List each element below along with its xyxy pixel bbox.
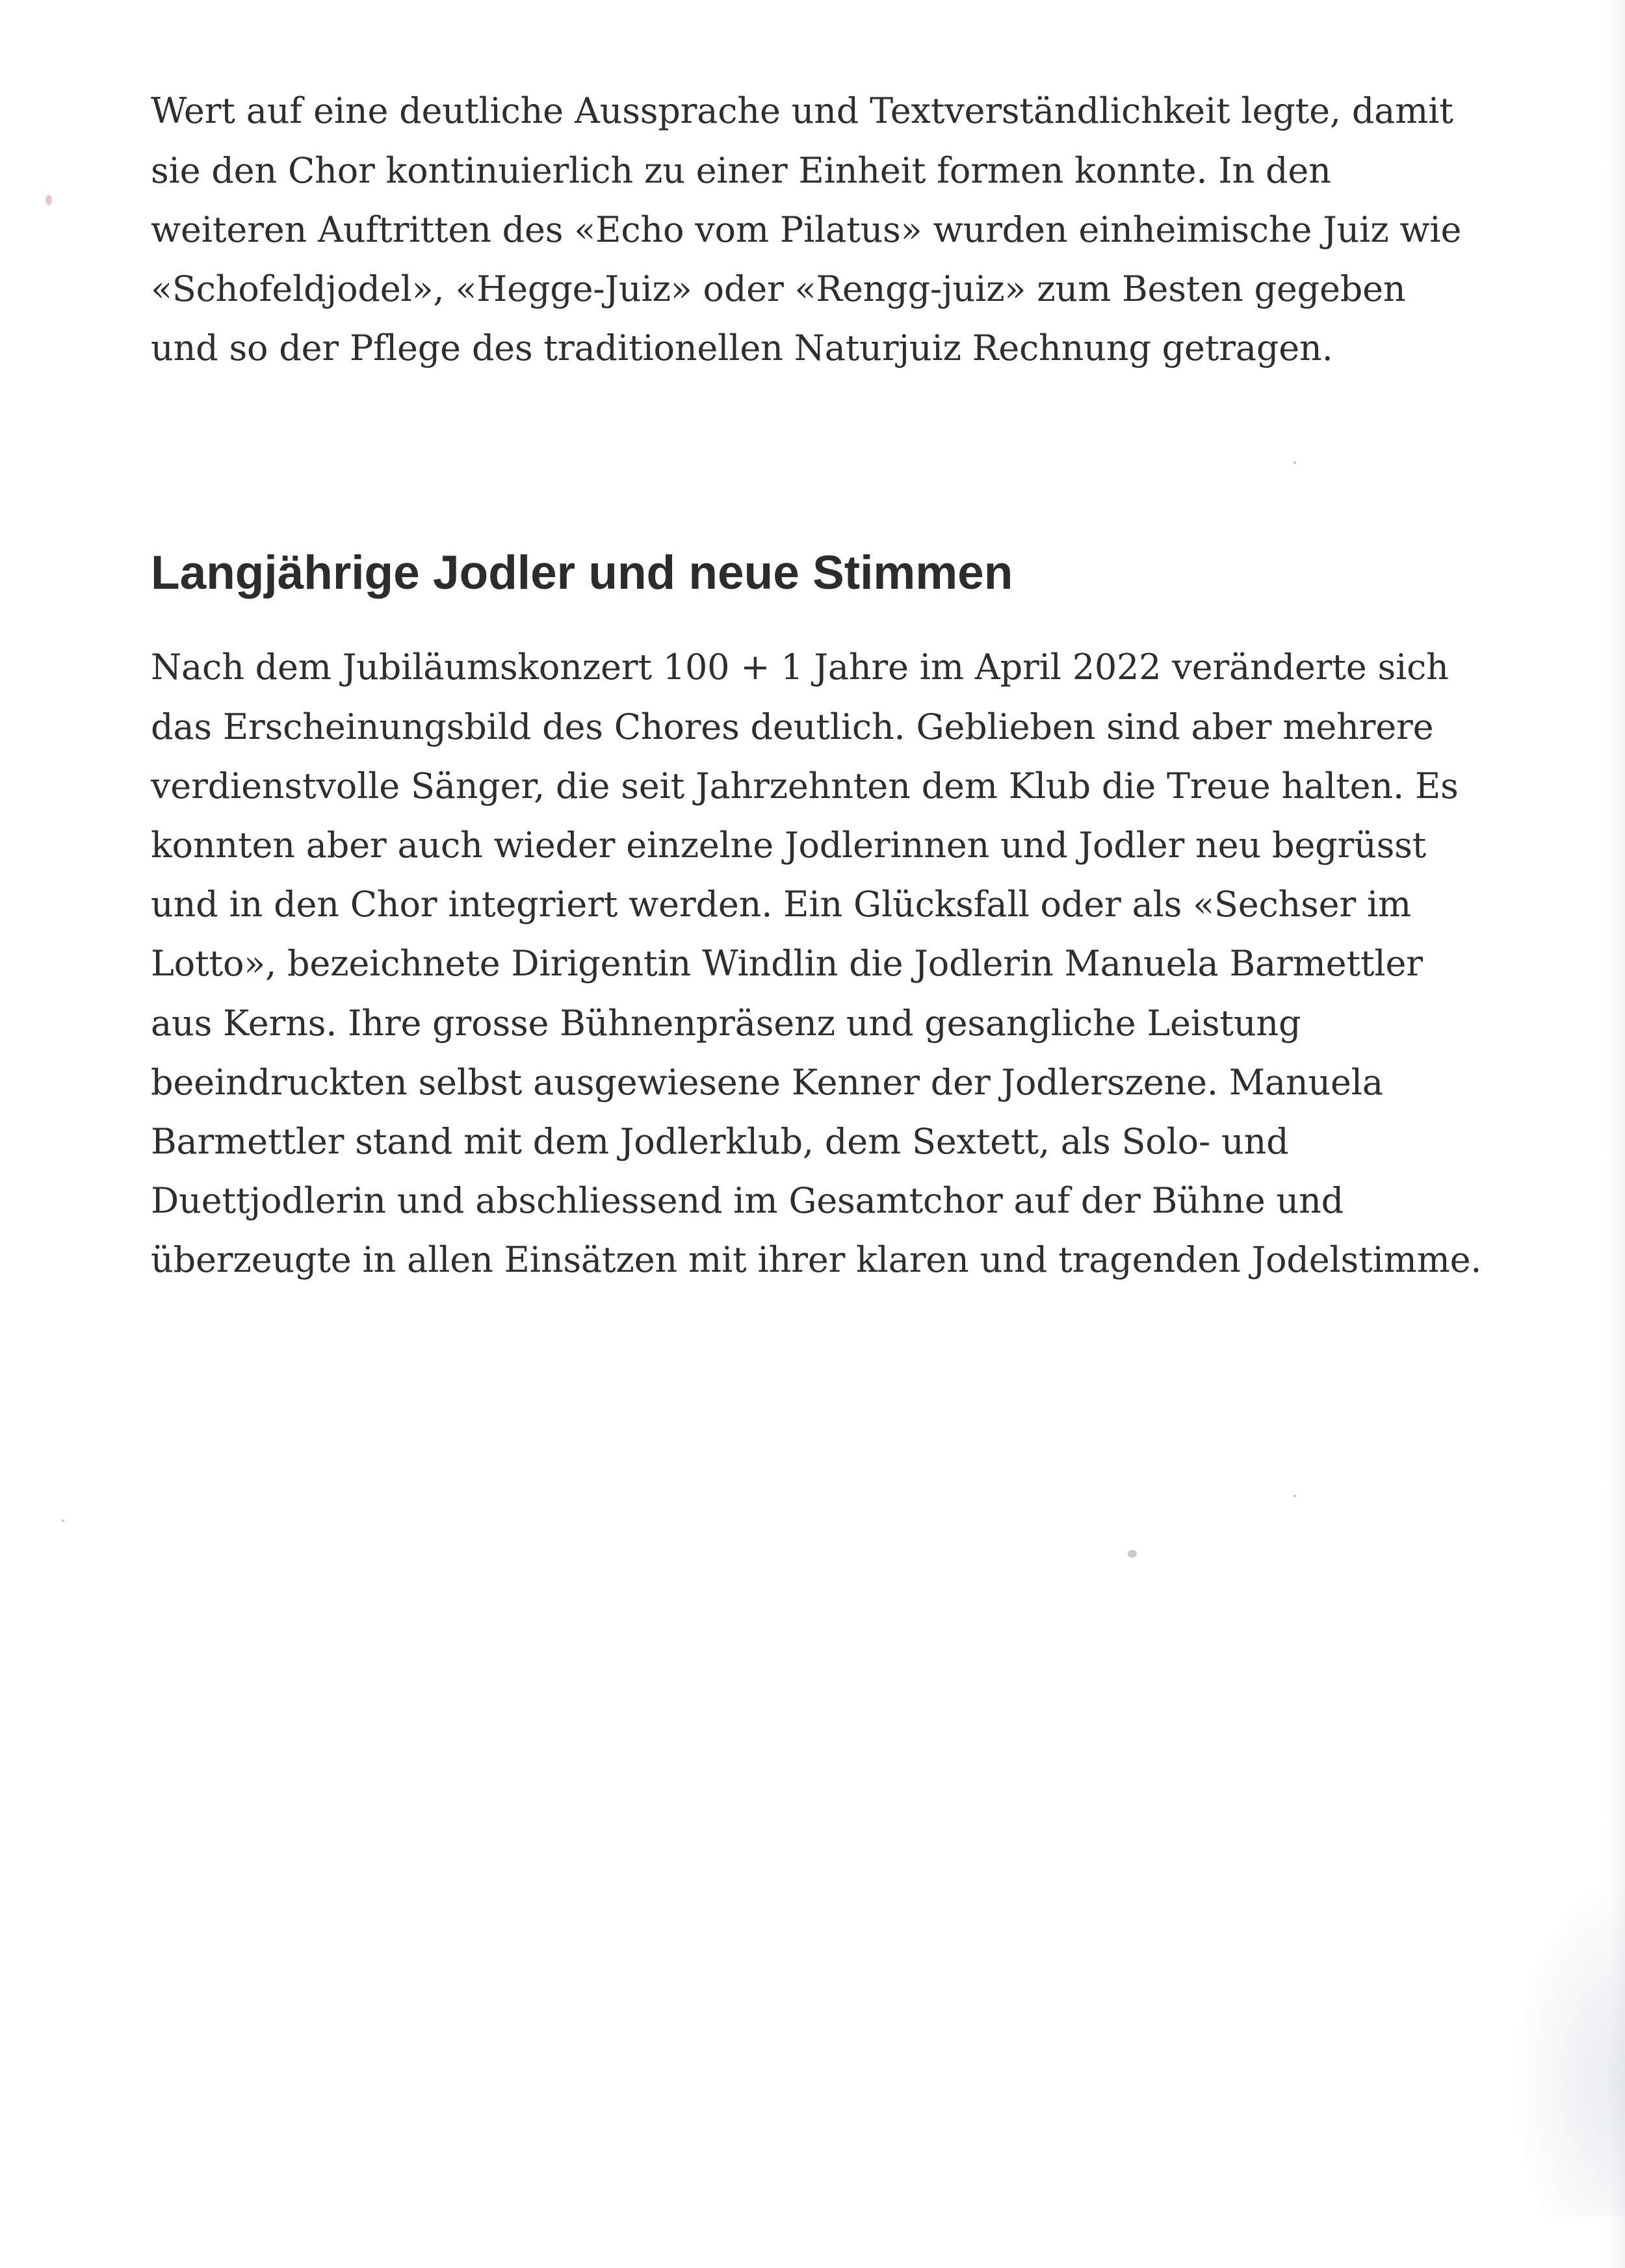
text-line: Lotto», bezeichnete Dirigentin Windlin die Jodlerin Manuela Barmettler bbox=[151, 943, 1423, 984]
scan-speck bbox=[46, 195, 52, 205]
text-line: weiteren Auftritten des «Echo vom Pilatus» wurden einheimische Juiz wie bbox=[151, 209, 1462, 250]
section-heading: Langjährige Jodler und neue Stimmen bbox=[151, 547, 1013, 599]
text-line: überzeugte in allen Einsätzen mit ihrer klaren und tragenden Jodelstimme. bbox=[151, 1239, 1482, 1280]
scan-speck bbox=[1128, 1550, 1137, 1558]
text-line: Wert auf eine deutliche Aussprache und Textverständlichkeit legte, damit bbox=[151, 90, 1453, 131]
text-line: Nach dem Jubiläumskonzert 100 + 1 Jahre im April 2022 veränderte sich bbox=[151, 647, 1449, 688]
text-line: verdienstvolle Sänger, die seit Jahrzehnten dem Klub die Treue halten. Es bbox=[151, 766, 1459, 806]
text-line: aus Kerns. Ihre grosse Bühnenpräsenz und gesangliche Leistung bbox=[151, 1003, 1301, 1044]
text-line: und so der Pflege des traditionellen Naturjuiz Rechnung getragen. bbox=[151, 328, 1333, 368]
scan-speck bbox=[62, 1519, 64, 1522]
text-line: beeindruckten selbst ausgewiesene Kenner der Jodlerszene. Manuela bbox=[151, 1062, 1383, 1103]
text-line: «Schofeldjodel», «Hegge-Juiz» oder «Rengg-juiz» zum Besten gegeben bbox=[151, 268, 1406, 309]
scan-speck bbox=[1294, 1495, 1296, 1497]
text-line: Barmettler stand mit dem Jodlerklub, dem Sextett, als Solo- und bbox=[151, 1121, 1289, 1162]
scan-speck bbox=[1294, 461, 1296, 464]
scan-shadow bbox=[1514, 1878, 1625, 2216]
text-line: konnten aber auch wieder einzelne Jodlerinnen und Jodler neu begrüsst bbox=[151, 825, 1427, 866]
text-line: das Erscheinungsbild des Chores deutlich. Geblieben sind aber mehrere bbox=[151, 706, 1434, 747]
text-line: sie den Chor kontinuierlich zu einer Einheit formen konnte. In den bbox=[151, 150, 1331, 191]
text-line: Duettjodlerin und abschliessend im Gesamtchor auf der Bühne und bbox=[151, 1180, 1344, 1221]
text-line: und in den Chor integriert werden. Ein Glücksfall oder als «Sechser im bbox=[151, 884, 1412, 925]
